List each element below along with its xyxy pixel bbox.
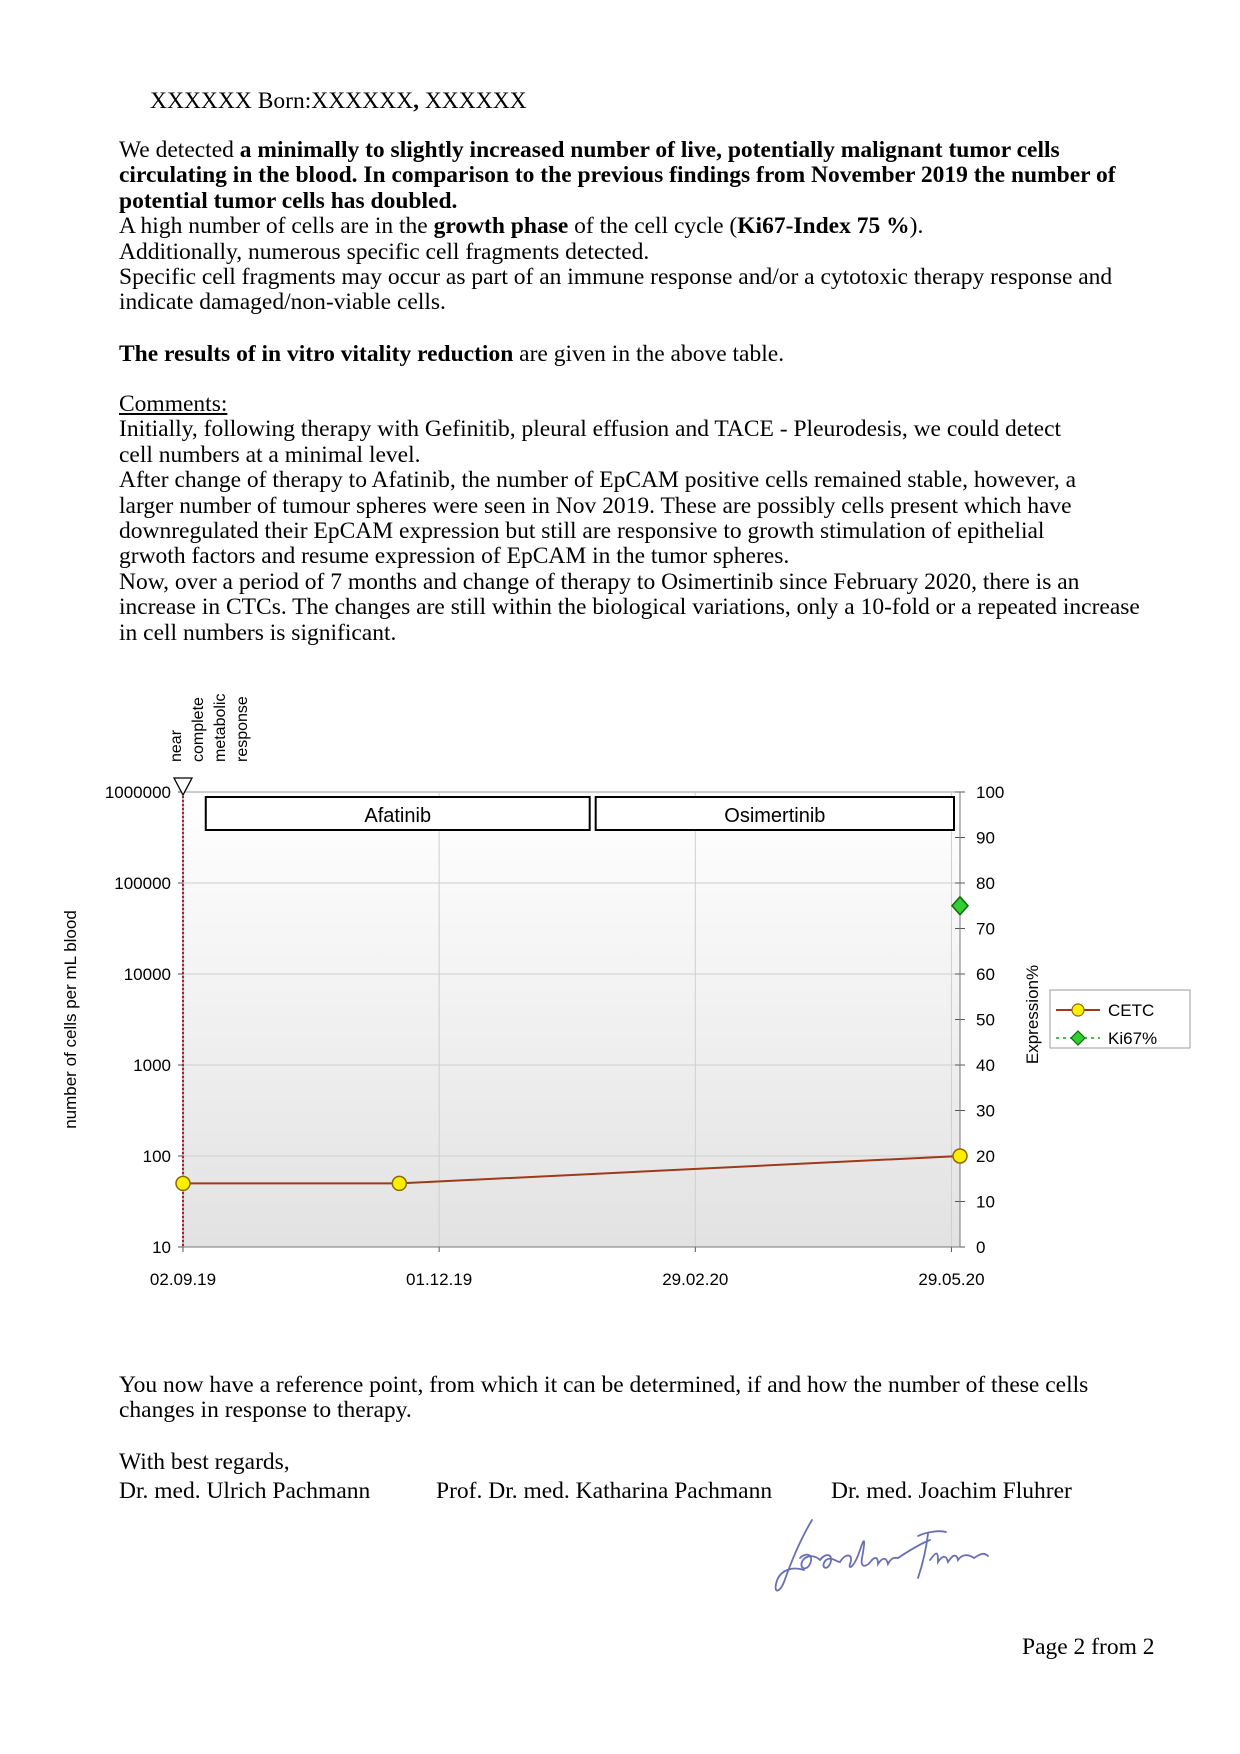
- patient-sep: ,: [413, 88, 419, 114]
- series-point: [176, 1176, 190, 1190]
- patient-header: [150, 88, 527, 115]
- vitality-bold: The results of in vitro vitality reduction: [119, 341, 514, 367]
- comments-para-2: After change of therapy to Afatinib, the number of EpCAM positive cells remained stable, however, a larger number of tumour spheres were seen in Nov 2019. These are possibly cells present which have downregulated their EpCAM expression but still are responsive to growth stimulation of epithelial grwoth factors and resume expression of EpCAM in the tumor spheres.: [119, 467, 1077, 570]
- ctc-chart: [0, 680, 1240, 1320]
- legend-label: CETC: [1108, 1001, 1155, 1020]
- x-tick-label: 29.05.20: [918, 1270, 985, 1289]
- series-point: [953, 1149, 967, 1163]
- y-tick-label: 1000000: [104, 783, 171, 802]
- fragments-explanation: Specific cell fragments may occur as part of an immune response and/or a cytotoxic therapy response and indicate damaged/non-viable cells.: [119, 264, 1113, 316]
- event-marker-label: metabolic: [212, 693, 229, 762]
- growth-text-a: A high number of cells are in the: [119, 213, 434, 240]
- legend-swatch-marker: [1072, 1004, 1084, 1016]
- comments-heading: Comments:: [119, 391, 228, 417]
- findings-summary: [119, 138, 1144, 214]
- growth-phase-line: [119, 214, 1144, 239]
- therapy-bars: [206, 797, 954, 830]
- y2-tick-label: 20: [976, 1147, 995, 1166]
- vitality-rest: are given in the above table.: [513, 341, 785, 367]
- therapy-label: Osimertinib: [724, 805, 826, 827]
- therapy-label: Afatinib: [364, 805, 432, 827]
- y2-tick-label: 100: [976, 783, 1005, 802]
- y-tick-label: 100: [142, 1147, 171, 1166]
- growth-text-c: of the cell cycle (: [568, 213, 738, 240]
- x-tick-label: 02.09.19: [149, 1270, 217, 1289]
- handwritten-signature: [770, 1510, 1000, 1605]
- event-marker-label: complete: [190, 697, 207, 762]
- y2-tick-label: 90: [976, 828, 995, 848]
- findings-key-result: a minimally to slightly increased number of live, potentially malignant tumor cells circulating in the blood. In comparison to the previous findings from November 2019 the number of potential tumor cells has doubled.: [119, 137, 1116, 214]
- y2-tick-label: 40: [976, 1056, 995, 1075]
- x-tick-label: 01.12.19: [406, 1270, 473, 1289]
- closing-text: You now have a reference point, from which it can be determined, if and how the number of these cells changes in response to therapy.: [119, 1372, 1089, 1424]
- patient-extra: XXXXXX: [418, 88, 527, 114]
- y2-tick-label: 10: [976, 1192, 995, 1212]
- y2-tick-label: 80: [976, 874, 995, 893]
- findings-intro: We detected: [119, 137, 240, 163]
- y-axis-title: number of cells per mL blood: [61, 910, 80, 1129]
- patient-name-born: XXXXXX Born:XXXXXX: [150, 88, 414, 114]
- event-marker-label: near: [168, 729, 185, 762]
- comments-section: [119, 392, 1144, 646]
- regards: With best regards,: [119, 1449, 290, 1475]
- legend-label: Ki67%: [1108, 1029, 1158, 1048]
- x-tick-label: 29.02.20: [662, 1270, 729, 1289]
- signatory-1: Dr. med. Ulrich Pachmann: [119, 1478, 371, 1504]
- signatory-3: Dr. med. Joachim Fluhrer: [831, 1478, 1072, 1504]
- y2-axis-title: Expression%: [1023, 964, 1042, 1065]
- y2-tick-label: 50: [976, 1010, 995, 1030]
- comments-para-1: Initially, following therapy with Gefinitib, pleural effusion and TACE - Pleurodesis, we could detect cell numbers at a minimal level.: [119, 416, 1062, 468]
- event-marker-label: response: [234, 696, 251, 762]
- y2-tick-label: 30: [976, 1101, 995, 1121]
- y-tick-label: 1000: [133, 1056, 171, 1075]
- chart-legend: [1050, 990, 1190, 1048]
- series-point: [392, 1176, 406, 1190]
- chart-svg: [0, 680, 1240, 1320]
- page-number: Page 2 from 2: [1022, 1634, 1155, 1660]
- comments-para-3: Now, over a period of 7 months and change of therapy to Osimertinib since February 2020, there is an increase in CTCs. The changes are still within the biological variations, only a 10-fold or a repeated increase in cell numbers is significant.: [119, 568, 1140, 646]
- signatory-2: Prof. Dr. med. Katharina Pachmann: [436, 1478, 773, 1504]
- ki67-index: Ki67-Index 75 %: [737, 213, 910, 240]
- vitality-line: [119, 342, 1144, 367]
- growth-text-e: ).: [909, 213, 924, 240]
- y2-tick-label: 70: [976, 919, 995, 939]
- y-tick-label: 10000: [123, 965, 171, 984]
- plot-area: [183, 792, 960, 1247]
- y-tick-label: 100000: [114, 874, 171, 893]
- growth-phase-term: growth phase: [433, 213, 569, 240]
- findings-section: [119, 138, 1144, 316]
- y-tick-label: 10: [152, 1238, 171, 1257]
- y2-tick-label: 60: [976, 965, 995, 984]
- y2-tick-label: 0: [976, 1238, 986, 1257]
- fragments-line: Additionally, numerous specific cell fragments detected.: [119, 238, 650, 265]
